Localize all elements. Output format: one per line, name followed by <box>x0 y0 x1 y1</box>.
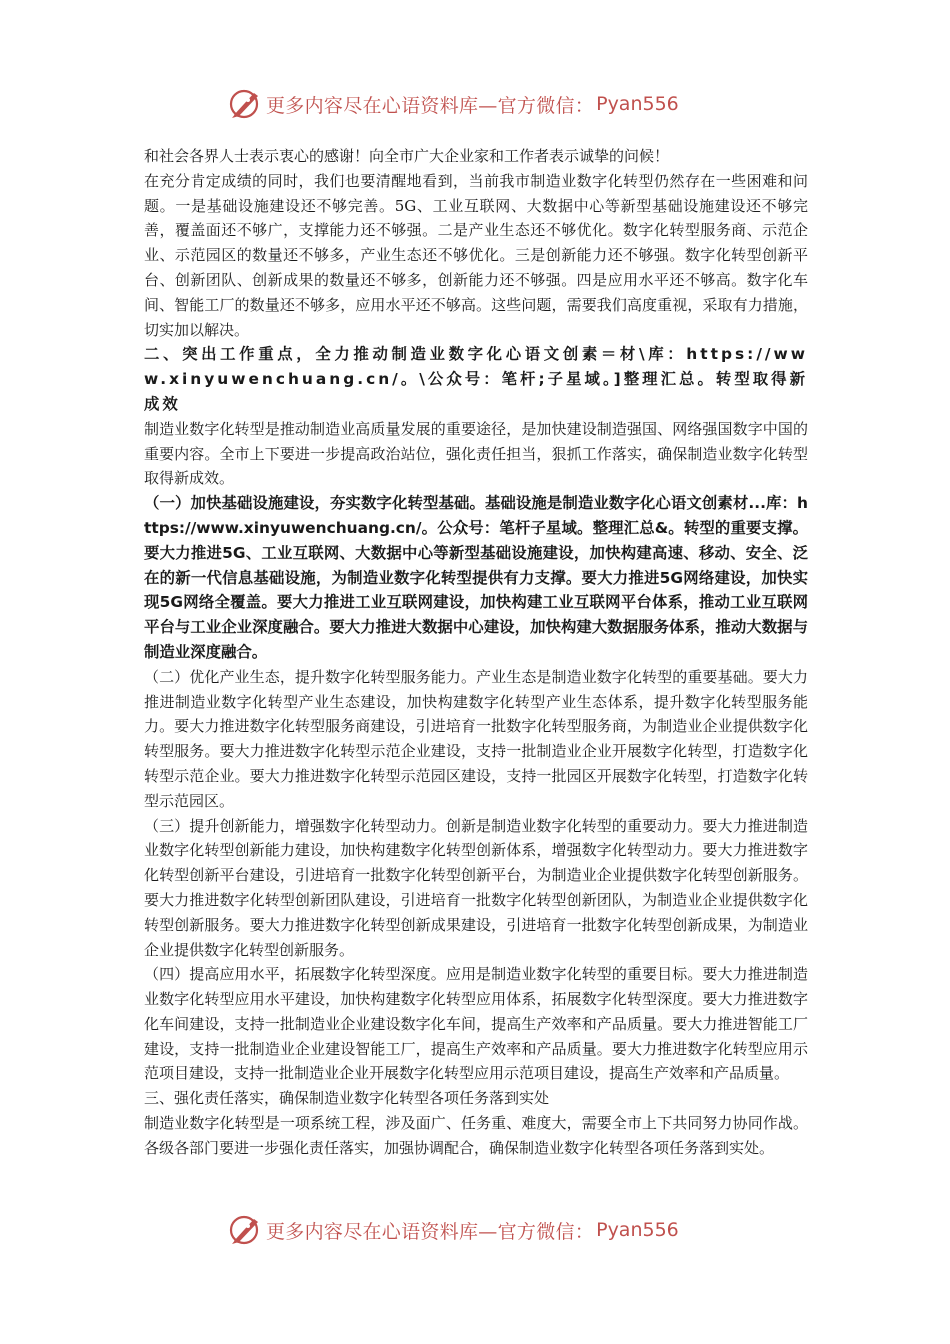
paragraph-problems: 在充分肯定成绩的同时，我们也要清醒地看到，当前我市制造业数字化转型仍然存在一些困难和问题。一是基础设施建设还不够完善。5G、工业互联网、大数据中心等新型基础设施建设还不够完善，覆盖面还不够广，支撑能力还不够强。二是产业生态还不够优化。数字化转型服务商、示范企业、示范园区的数量还不够多，产业生态还不够优化。三是创新能力还不够强。数字化转型创新平台、创新团队、创新成果的数量还不够多，创新能力还不够强。四是应用水平还不够高。数字化车间、智能工厂的数量还不够多，应用水平还不够高。这些问题，需要我们高度重视，采取有力措施，切实加以解决。 <box>144 171 808 339</box>
banner-wechat-id: Pyan556 <box>596 1219 679 1241</box>
paragraph-ecosystem: （二）优化产业生态，提升数字化转型服务能力。产业生态是制造业数字化转型的重要基础。要大力推进制造业数字化转型产业生态建设，加快构建数字化转型产业生态体系，提升数字化转型服务能力。要大力推进数字化转型服务商建设，引进培育一批数字化转型服务商，为制造业企业提供数字化转型服务。要大力推进数字化转型示范企业建设，支持一批制造业企业开展数字化转型，打造数字化转型示范企业。要大力推进数字化转型示范园区建设，支持一批园区开展数字化转型，打造数字化转型示范园区。 <box>144 667 808 810</box>
paragraph-responsibility: 制造业数字化转型是一项系统工程，涉及面广、任务重、难度大，需要全市上下共同努力协同作战。各级各部门要进一步强化责任落实，加强协调配合，确保制造业数字化转型各项任务落到实处。 <box>144 1114 808 1157</box>
document-body <box>144 144 808 1161</box>
section-heading-3: 三、强化责任落实，确保制造业数字化转型各项任务落到实处 <box>144 1089 550 1108</box>
pen-nib-logo-icon <box>228 87 262 121</box>
paragraph-application: （四）提高应用水平，拓展数字化转型深度。应用是制造业数字化转型的重要目标。要大力推进制造业数字化转型应用水平建设，加快构建数字化转型应用体系，拓展数字化转型深度。要大力推进数字化车间建设，支持一批制造业企业建设数字化车间，提高生产效率和产品质量。要大力推进智能工厂建设，支持一批制造业企业建设智能工厂，提高生产效率和产品质量。要大力推进数字化转型应用示范项目建设，支持一批制造业企业开展数字化转型应用示范项目建设，提高生产效率和产品质量。 <box>144 965 808 1083</box>
pen-nib-logo-icon <box>228 1213 262 1247</box>
banner-text: 更多内容尽在心语资料库—官方微信： <box>266 94 595 117</box>
banner-text: 更多内容尽在心语资料库—官方微信： <box>266 1220 595 1243</box>
section-heading-2: 二、突出工作重点，全力推动制造业数字化心语文创素＝材\库：https://www.xinyuwenchuang.cn/。\公众号：笔杆;子星域。]整理汇总。转型取得新成效 <box>144 345 808 413</box>
paragraph-infrastructure: （一）加快基础设施建设，夯实数字化转型基础。基础设施是制造业数字化心语文创素材...库：https://www.xinyuwenchuang.cn/。公众号：笔杆子星域。整理汇总&。转型的重要支撑。要大力推进5G、工业互联网、大数据中心等新型基础设施建设，加快构建高速、移动、安全、泛在的新一代信息基础设施，为制造业数字化转型提供有力支撑。要大力推进5G网络建设，加快实现5G网络全覆盖。要大力推进工业互联网建设，加快构建工业互联网平台体系，推动工业互联网平台与工业企业深度融合。要大力推进大数据中心建设，加快构建大数据服务体系，推动大数据与制造业深度融合。 <box>144 494 808 661</box>
paragraph-thanks: 和社会各界人士表示衷心的感谢！向全市广大企业家和工作者表示诚挚的问候！ <box>144 147 670 165</box>
header-banner <box>0 84 950 124</box>
footer-banner <box>0 1210 950 1250</box>
paragraph-section-2-intro: 制造业数字化转型是推动制造业高质量发展的重要途径，是加快建设制造强国、网络强国数字中国的重要内容。全市上下要进一步提高政治站位，强化责任担当，狠抓工作落实，确保制造业数字化转型取得新成效。 <box>144 419 808 488</box>
paragraph-innovation: （三）提升创新能力，增强数字化转型动力。创新是制造业数字化转型的重要动力。要大力推进制造业数字化转型创新能力建设，加快构建数字化转型创新体系，增强数字化转型动力。要大力推进数字化转型创新平台建设，引进培育一批数字化转型创新平台，为制造业企业提供数字化转型创新服务。要大力推进数字化转型创新团队建设，引进培育一批数字化转型创新团队，为制造业企业提供数字化转型创新服务。要大力推进数字化转型创新成果建设，引进培育一批数字化转型创新成果，为制造业企业提供数字化转型创新服务。 <box>144 816 808 959</box>
banner-wechat-id: Pyan556 <box>596 93 679 115</box>
